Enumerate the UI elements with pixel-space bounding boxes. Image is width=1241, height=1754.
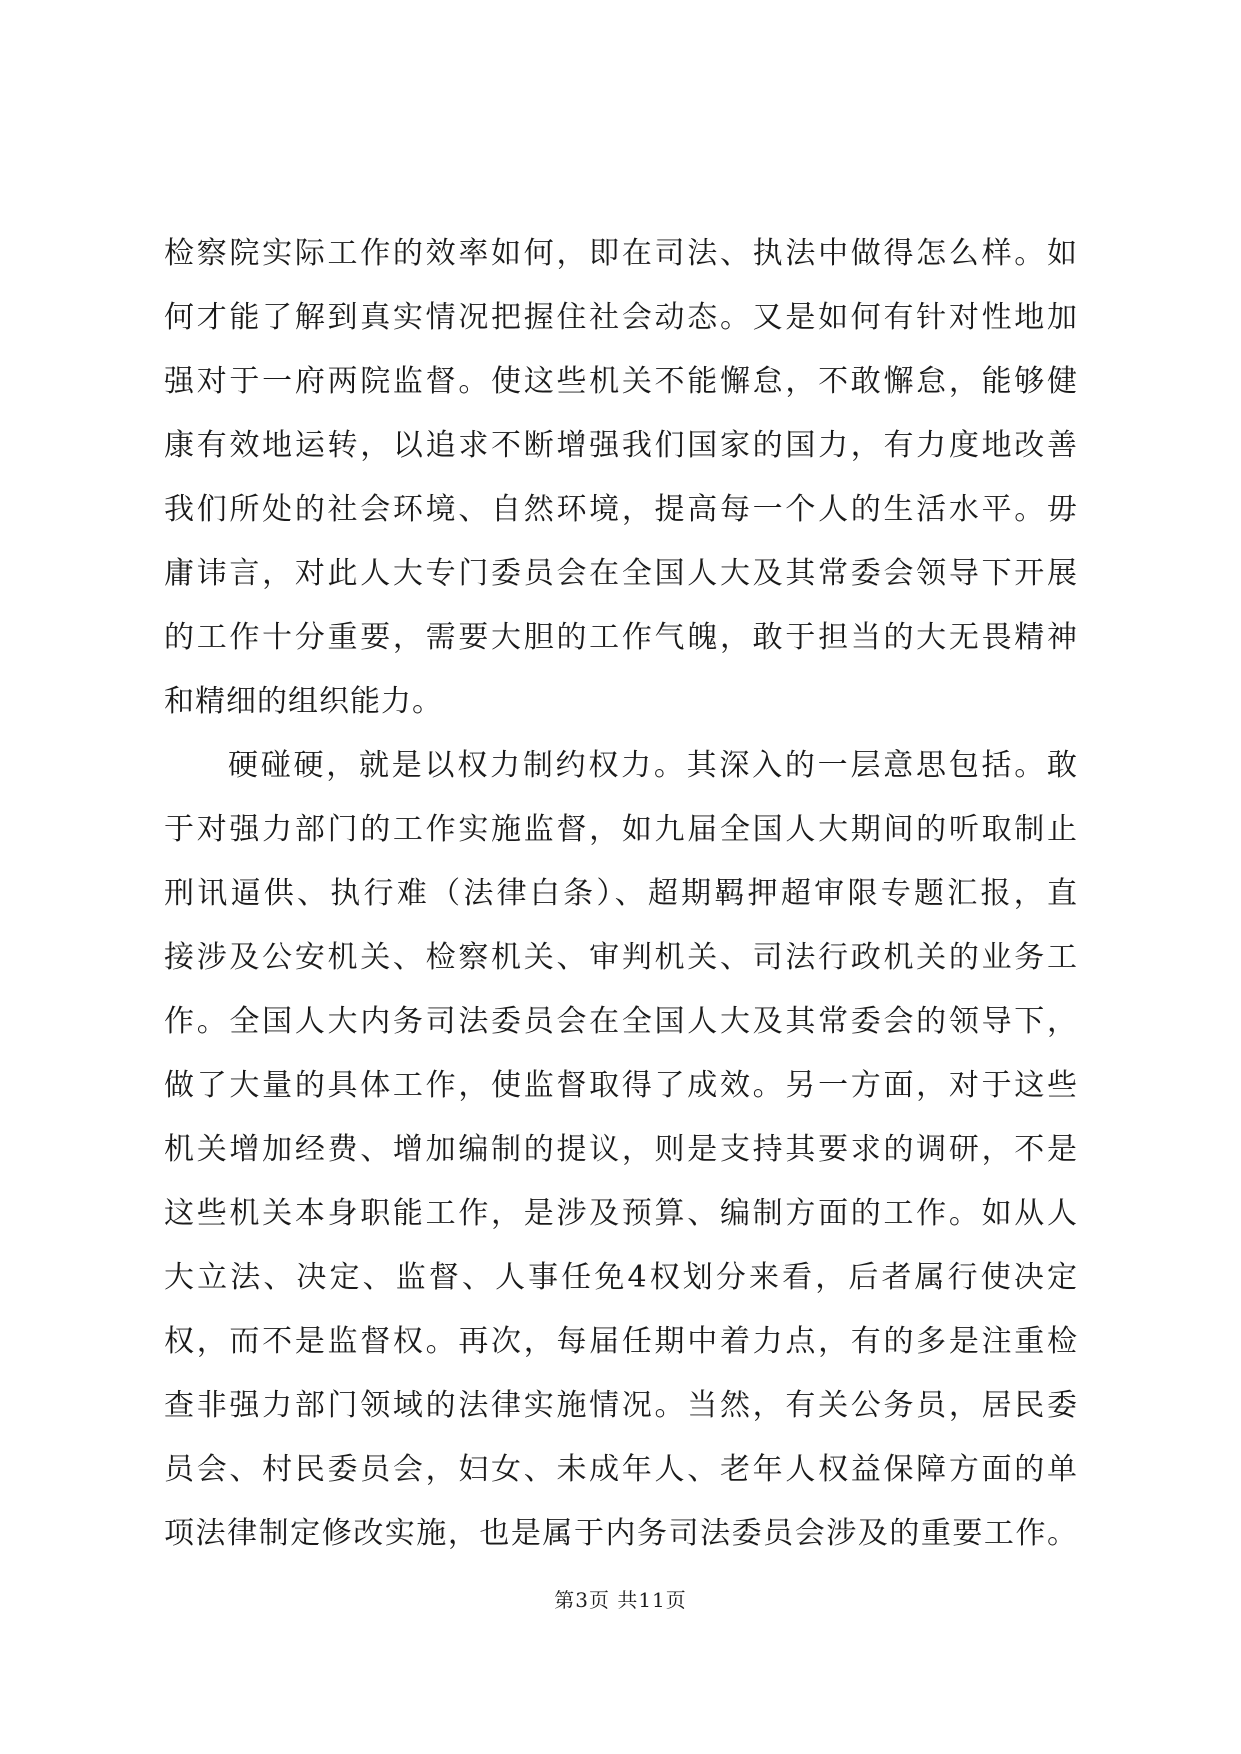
text-line: 强对于一府两院监督。使这些机关不能懈怠，不敢懈怠，能够健 bbox=[164, 364, 1078, 399]
text-line: 员会、村民委员会，妇女、未成年人、老年人权益保障方面的单 bbox=[164, 1452, 1078, 1487]
paragraph-1 bbox=[164, 222, 1078, 734]
text-line: 庸讳言，对此人大专门委员会在全国人大及其常委会领导下开展 bbox=[164, 556, 1078, 591]
text-line: 接涉及公安机关、检察机关、审判机关、司法行政机关的业务工 bbox=[164, 940, 1078, 975]
text-line: 我们所处的社会环境、自然环境，提高每一个人的生活水平。毋 bbox=[164, 492, 1078, 527]
text-line: 做了大量的具体工作，使监督取得了成效。另一方面，对于这些 bbox=[164, 1068, 1078, 1103]
text-line: 和精细的组织能力。 bbox=[164, 684, 443, 719]
document-body bbox=[164, 222, 1078, 1566]
text-line: 何才能了解到真实情况把握住社会动态。又是如何有针对性地加 bbox=[164, 300, 1078, 335]
text-line: 康有效地运转，以追求不断增强我们国家的国力，有力度地改善 bbox=[164, 428, 1078, 463]
text-line: 检察院实际工作的效率如何，即在司法、执法中做得怎么样。如 bbox=[164, 236, 1078, 271]
text-line: 的工作十分重要，需要大胆的工作气魄，敢于担当的大无畏精神 bbox=[164, 620, 1078, 655]
paragraph-2 bbox=[164, 734, 1078, 1566]
text-line: 这些机关本身职能工作，是涉及预算、编制方面的工作。如从人 bbox=[164, 1196, 1078, 1231]
text-line: 查非强力部门领域的法律实施情况。当然，有关公务员，居民委 bbox=[164, 1388, 1078, 1423]
text-line: 刑讯逼供、执行难（法律白条）、超期羁押超审限专题汇报，直 bbox=[164, 876, 1078, 911]
text-line: 作。全国人大内务司法委员会在全国人大及其常委会的领导下， bbox=[164, 1004, 1078, 1039]
text-line: 权，而不是监督权。再次，每届任期中着力点，有的多是注重检 bbox=[164, 1324, 1078, 1359]
text-line: 项法律制定修改实施，也是属于内务司法委员会涉及的重要工作。 bbox=[164, 1516, 1078, 1551]
text-line: 机关增加经费、增加编制的提议，则是支持其要求的调研，不是 bbox=[164, 1132, 1078, 1167]
text-line: 大立法、决定、监督、人事任免4权划分来看，后者属行使决定 bbox=[164, 1260, 1078, 1295]
text-line: 硬碰硬，就是以权力制约权力。其深入的一层意思包括。敢 bbox=[228, 748, 1078, 783]
text-line: 于对强力部门的工作实施监督，如九届全国人大期间的听取制止 bbox=[164, 812, 1078, 847]
page-number-label: 第3页 共11页 bbox=[554, 1588, 687, 1612]
page-footer bbox=[0, 1586, 1241, 1614]
